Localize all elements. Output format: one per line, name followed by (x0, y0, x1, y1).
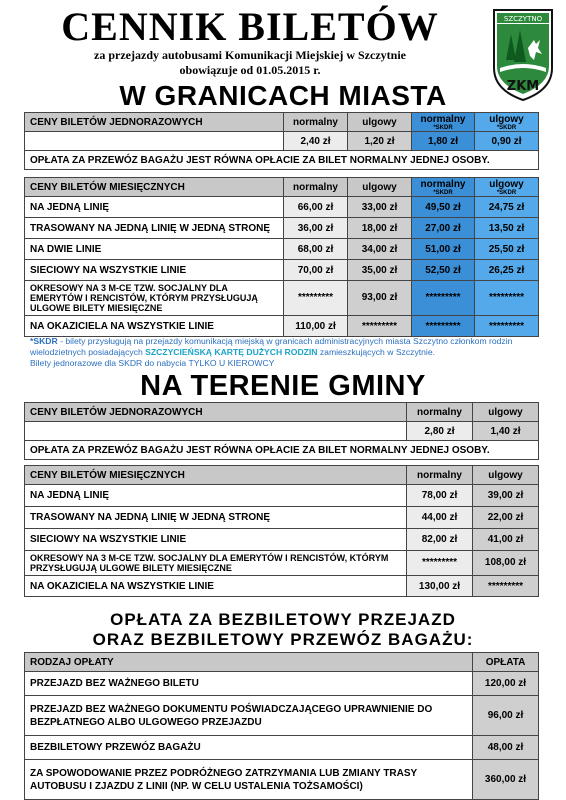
price-cell: ********* (475, 316, 539, 337)
empty-cell (25, 132, 284, 151)
table-header: CENY BILETÓW JEDNORAZOWYCH (25, 113, 284, 132)
price-cell: 0,90 zł (475, 132, 539, 151)
table-header: CENY BILETÓW MIESIĘCZNYCH (25, 466, 407, 485)
table-header: CENY BILETÓW MIESIĘCZNYCH (25, 178, 284, 197)
col-header: ulgowy (348, 113, 412, 132)
price-cell: 13,50 zł (475, 218, 539, 239)
price-cell: 70,00 zł (284, 260, 348, 281)
price-cell: 110,00 zł (284, 316, 348, 337)
price-cell: 2,40 zł (284, 132, 348, 151)
valid-from-text: obowiązuje od 01.05.2015 r. (179, 63, 321, 77)
fines-title-line1: OPŁATA ZA BEZBILETOWY PRZEJAZD (110, 610, 456, 629)
price-cell: ********* (412, 316, 475, 337)
price-cell: 33,00 zł (348, 197, 412, 218)
gmina-monthly-table (24, 465, 539, 597)
price-cell: 41,00 zł (473, 529, 539, 551)
table-row-label: NA JEDNĄ LINIĘ (25, 485, 407, 507)
col-header: ulgowy (473, 466, 539, 485)
table-row-label: TRASOWANY NA JEDNĄ LINIĘ W JEDNĄ STRONĘ (25, 218, 284, 239)
price-cell: 39,00 zł (473, 485, 539, 507)
col-header-skdr: normalny *SKDR (412, 113, 475, 132)
table-row-label: PRZEJAZD BEZ WAŻNEGO DOKUMENTU POŚWIADCZAJĄCEGO UPRAWNIENIE DO BEZPŁATNEGO ALBO ULGOWEGO PRZEJAZDU (25, 696, 473, 736)
logo-town-text: SZCZYTNO (503, 15, 543, 23)
col-header: normalny (407, 466, 473, 485)
baggage-note: OPŁATA ZA PRZEWÓZ BAGAŻU JEST RÓWNA OPŁACIE ZA BILET NORMALNY JEDNEJ OSOBY. (25, 151, 539, 170)
table-header: RODZAJ OPŁATY (25, 653, 473, 672)
price-cell: ********* (284, 281, 348, 316)
page-header (0, 0, 566, 80)
table-row-label: TRASOWANY NA JEDNĄ LINIĘ W JEDNĄ STRONĘ (25, 507, 407, 529)
price-cell: 25,50 zł (475, 239, 539, 260)
table-row-label: NA DWIE LINIE (25, 239, 284, 260)
price-cell: 24,75 zł (475, 197, 539, 218)
price-cell: 44,00 zł (407, 507, 473, 529)
col-header: OPŁATA (473, 653, 539, 672)
price-cell: 34,00 zł (348, 239, 412, 260)
price-cell: ********* (473, 576, 539, 597)
price-cell: 35,00 zł (348, 260, 412, 281)
baggage-note: OPŁATA ZA PRZEWÓZ BAGAŻU JEST RÓWNA OPŁACIE ZA BILET NORMALNY JEDNEJ OSOBY. (25, 441, 539, 460)
price-cell: 36,00 zł (284, 218, 348, 239)
table-row-label: ZA SPOWODOWANIE PRZEZ PODRÓŻNEGO ZATRZYMANIA LUB ZMIANY TRASY AUTOBUSU I ZJAZDU Z LINII (NP. W CELU USTALENIA TOŻSAMOŚCI) (25, 760, 473, 800)
price-cell: 108,00 zł (473, 551, 539, 576)
table-row-label: NA OKAZICIELA NA WSZYSTKIE LINIE (25, 316, 284, 337)
fines-title-line2: ORAZ BEZBILETOWY PRZEWÓZ BAGAŻU: (92, 630, 474, 649)
logo-zkm-text: ZKM (506, 79, 540, 94)
price-cell: ********* (412, 281, 475, 316)
section-title-city: W GRANICACH MIASTA (119, 80, 447, 111)
page-title: CENNIK BILETÓW (61, 4, 439, 49)
price-cell: ********* (407, 551, 473, 576)
price-cell: 27,00 zł (412, 218, 475, 239)
price-cell: ********* (348, 316, 412, 337)
col-header-skdr: ulgowy *SKDR (475, 113, 539, 132)
price-cell: 66,00 zł (284, 197, 348, 218)
price-cell: ********* (475, 281, 539, 316)
table-row-label: NA OKAZICIELA NA WSZYSTKIE LINIE (25, 576, 407, 597)
price-cell: 78,00 zł (407, 485, 473, 507)
col-header: normalny (284, 178, 348, 197)
table-row-label: OKRESOWY NA 3 M-CE TZW. SOCJALNY DLA EMERYTÓW I RENCISTÓW, KTÓRYM PRZYSŁUGUJĄ ULGOWE BILETY MIESIĘCZNE (25, 551, 407, 576)
table-row-label: SIECIOWY NA WSZYSTKIE LINIE (25, 260, 284, 281)
price-cell: 360,00 zł (473, 760, 539, 800)
city-monthly-table (24, 177, 539, 337)
table-row-label: NA JEDNĄ LINIĘ (25, 197, 284, 218)
col-header: normalny (407, 403, 473, 422)
price-cell: 93,00 zł (348, 281, 412, 316)
price-cell: 82,00 zł (407, 529, 473, 551)
price-cell: 22,00 zł (473, 507, 539, 529)
page-subtitle: za przejazdy autobusami Komunikacji Miejskiej w Szczytnie (94, 48, 406, 62)
col-header-skdr: normalny *SKDR (412, 178, 475, 197)
price-cell: 120,00 zł (473, 672, 539, 696)
price-cell: 68,00 zł (284, 239, 348, 260)
section-title-gmina: NA TERENIE GMINY (140, 370, 426, 402)
col-header-skdr: ulgowy *SKDR (475, 178, 539, 197)
city-single-table (24, 112, 539, 170)
fines-table (24, 652, 539, 800)
skdr-note: *SKDR - bilety przysługują na przejazdy komunikacją miejską w granicach administracyjnych miasta Szczytno członkom rodzin wielodzietnych posiadających SZCZYCIEŃSKĄ KARTĘ DUŻYCH RODZIN zamieszkujących w Szczytnie. Bilety jednorazowe dla SKDR do nabycia TYLKO U KIEROWCY (30, 336, 513, 368)
price-cell: 52,50 zł (412, 260, 475, 281)
table-row-label: BEZBILETOWY PRZEWÓZ BAGAŻU (25, 736, 473, 760)
price-cell: 96,00 zł (473, 696, 539, 736)
col-header: normalny (284, 113, 348, 132)
price-cell: 18,00 zł (348, 218, 412, 239)
price-cell: 26,25 zł (475, 260, 539, 281)
col-header: ulgowy (473, 403, 539, 422)
price-cell: 1,20 zł (348, 132, 412, 151)
price-cell: 2,80 zł (407, 422, 473, 441)
table-header: CENY BILETÓW JEDNORAZOWYCH (25, 403, 407, 422)
price-cell: 1,80 zł (412, 132, 475, 151)
price-cell: 130,00 zł (407, 576, 473, 597)
col-header: ulgowy (348, 178, 412, 197)
gmina-single-table (24, 402, 539, 460)
table-row-label: OKRESOWY NA 3 M-CE TZW. SOCJALNY DLA EMERYTÓW I RENCISTÓW, KTÓRYM PRZYSŁUGUJĄ ULGOWE BILETY MIESIĘCZNE (25, 281, 284, 316)
empty-cell (25, 422, 407, 441)
price-cell: 49,50 zł (412, 197, 475, 218)
price-cell: 48,00 zł (473, 736, 539, 760)
price-cell: 51,00 zł (412, 239, 475, 260)
table-row-label: SIECIOWY NA WSZYSTKIE LINIE (25, 529, 407, 551)
table-row-label: PRZEJAZD BEZ WAŻNEGO BILETU (25, 672, 473, 696)
price-cell: 1,40 zł (473, 422, 539, 441)
